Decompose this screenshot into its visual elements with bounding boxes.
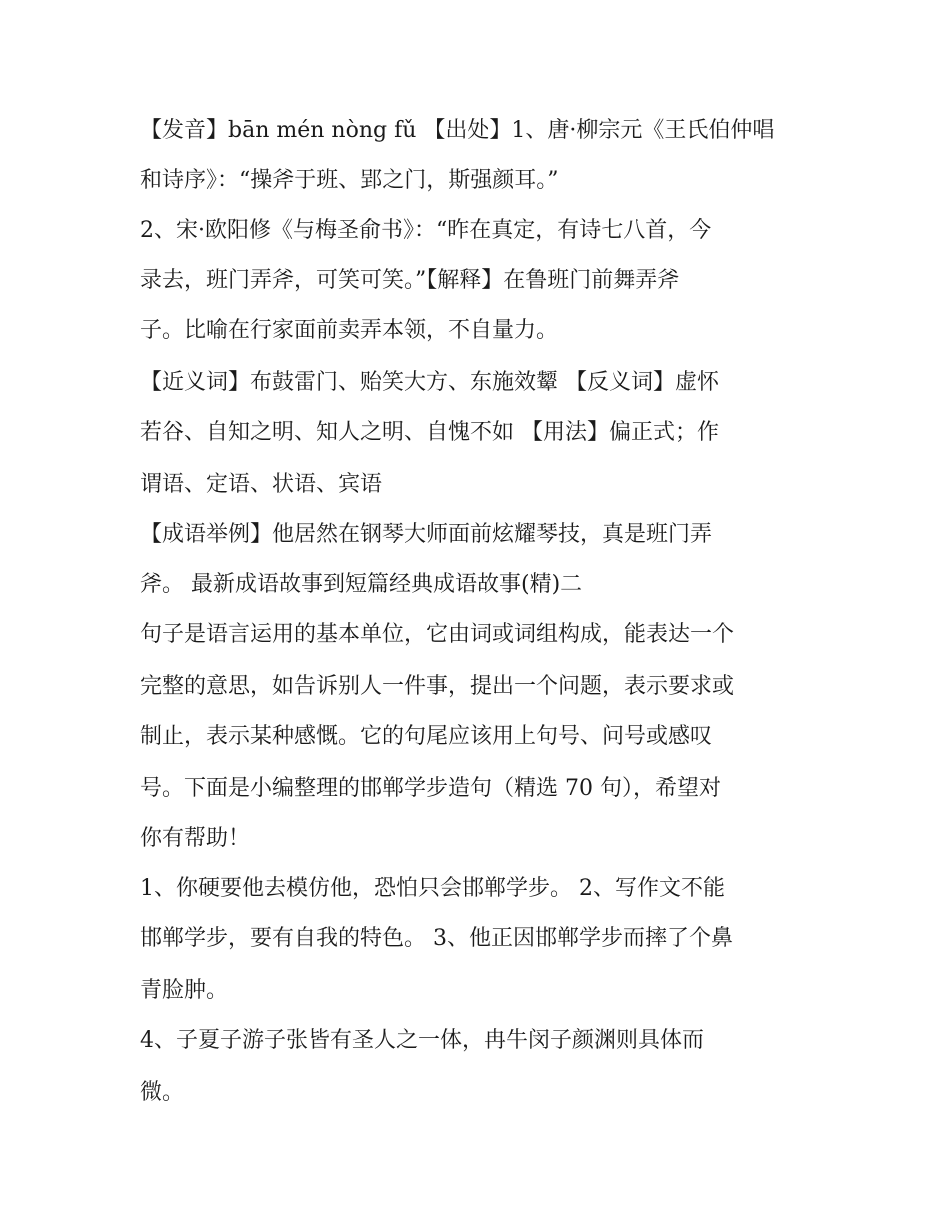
text-line-sentence-1: 1、你硬要他去模仿他，恐怕只会邯郸学步。 2、写作文不能 — [140, 876, 725, 901]
text-line-source-2: 2、宋·欧阳修《与梅圣俞书》：“昨在真定，有诗七八首，今 — [140, 218, 712, 243]
text-line-intro-4: 号。下面是小编整理的邯郸学步造句（精选 70 句），希望对 — [140, 776, 721, 801]
text-line-sentence-4-cont: 微。 — [140, 1080, 185, 1105]
text-line-antonyms: 若谷、自知之明、知人之明、自愧不如 【用法】偏正式；作 — [140, 420, 719, 445]
text-line-explanation-cont: 子。比喻在行家面前卖弄本领，不自量力。 — [140, 318, 559, 343]
text-line-sentence-3: 青脸肿。 — [140, 978, 229, 1003]
text-line-pronunciation: 【发音】bān mén nòng fǔ 【出处】1、唐·柳宗元《王氏伯仲唱 — [140, 118, 775, 143]
text-line-intro-1: 句子是语言运用的基本单位，它由词或词组构成，能表达一个 — [140, 622, 735, 647]
text-line-source-1: 和诗序》：“操斧于班、郢之门，斯强颜耳。” — [140, 168, 559, 193]
text-line-intro-3: 制止，表示某种感慨。它的句尾应该用上句号、问号或感叹 — [140, 724, 713, 749]
text-line-explanation: 录去，班门弄斧，可笑可笑。”【解释】在鲁班门前舞弄斧 — [140, 268, 680, 293]
text-line-sentence-4: 4、子夏子游子张皆有圣人之一体，冉牛闵子颜渊则具体而 — [140, 1028, 704, 1053]
text-line-usage: 谓语、定语、状语、宾语 — [140, 472, 383, 497]
text-line-sentence-2: 邯郸学步，要有自我的特色。 3、他正因邯郸学步而摔了个鼻 — [140, 926, 733, 951]
text-line-example-cont: 斧。 最新成语故事到短篇经典成语故事(精)二 — [140, 572, 583, 597]
text-line-synonyms: 【近义词】布鼓雷门、贻笑大方、东施效颦 【反义词】虚怀 — [140, 370, 719, 395]
text-line-intro-5: 你有帮助！ — [140, 826, 251, 851]
text-line-intro-2: 完整的意思，如告诉别人一件事，提出一个问题，表示要求或 — [140, 674, 735, 699]
text-line-example: 【成语举例】他居然在钢琴大师面前炫耀琴技，真是班门弄 — [140, 522, 713, 547]
